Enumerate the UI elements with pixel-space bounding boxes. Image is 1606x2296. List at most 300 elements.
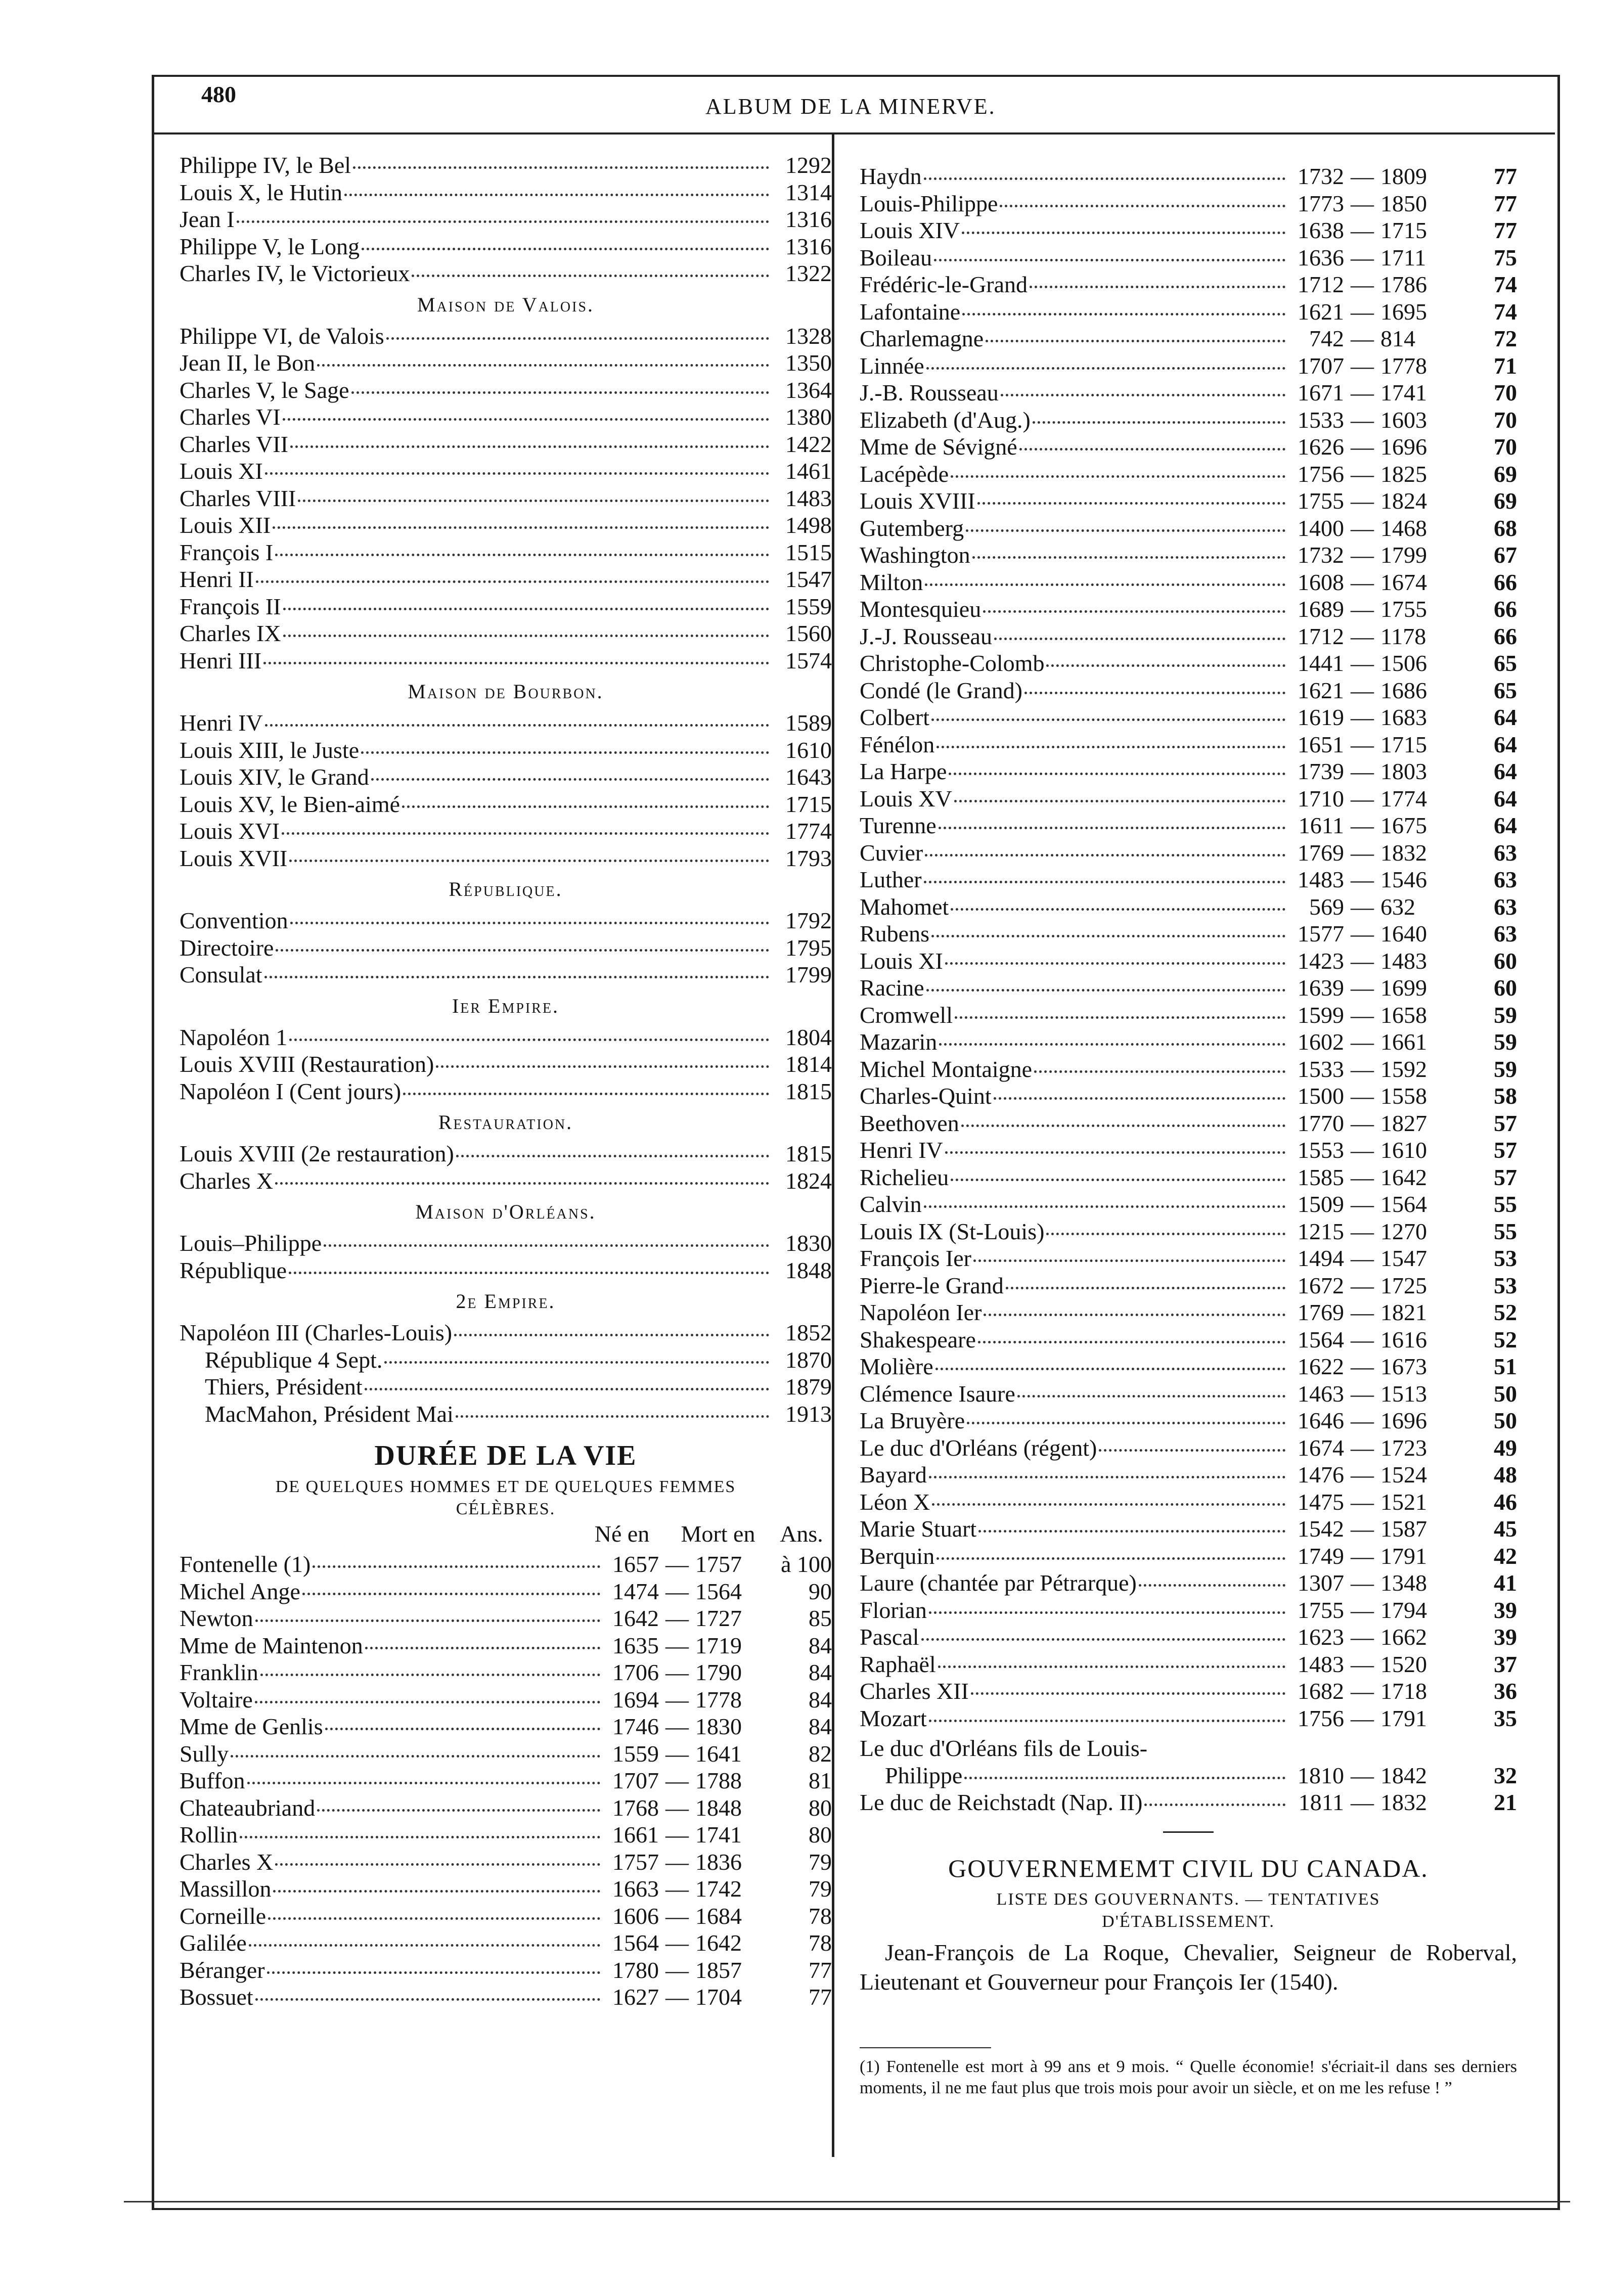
section-separator [1163,1831,1214,1833]
age-years: 70 [1494,407,1517,433]
person-name: Rollin [180,1822,238,1848]
dash: — [1351,461,1374,487]
age-years: 77 [1494,163,1517,189]
lifespan-row [180,1686,832,1714]
death-year: 1513 [1380,1380,1427,1407]
birth-year: 1626 [1298,434,1344,460]
dash: — [1351,1299,1374,1325]
age-years: 36 [1494,1678,1517,1704]
death-year: 1821 [1380,1299,1427,1325]
header-rule [154,132,1555,134]
person-name: Racine [860,975,924,1001]
leader-dots [436,1065,769,1068]
sovereign-row [180,934,832,962]
birth-year: 1769 [1298,1299,1344,1325]
lifespan-row [860,785,1517,813]
dash: — [1351,515,1374,541]
leader-dots [362,248,769,250]
dash: — [665,1686,689,1713]
person-name: Pascal [860,1624,919,1650]
age-years: 63 [1494,893,1517,920]
leader-dots [255,1998,600,2001]
person-name: Michel Montaigne [860,1056,1033,1082]
sovereign-year: 1830 [785,1230,832,1256]
leader-dots [317,364,769,367]
birth-year: 1542 [1298,1516,1344,1542]
age-years: 69 [1494,488,1517,514]
sovereign-name: Napoléon I (Cent jours) [180,1078,402,1104]
dash: — [1351,1489,1374,1515]
leader-dots [402,805,769,808]
age-years: 70 [1494,380,1517,406]
person-name: Lacépède [860,461,949,487]
leader-dots [324,1244,769,1247]
age-years: 80 [809,1822,832,1848]
leader-dots [962,313,1285,316]
sovereign-row [180,260,832,287]
sovereign-year: 1852 [785,1320,832,1345]
death-year: 1348 [1380,1570,1427,1596]
leader-dots [231,1755,600,1758]
dash: — [1351,1326,1374,1353]
dash: — [1351,1597,1374,1623]
lifespan-row [860,1407,1517,1434]
person-name: Charles XII [860,1678,969,1704]
dash: — [1351,1354,1374,1379]
leader-dots [994,1097,1285,1100]
age-years: 59 [1494,1002,1517,1028]
leader-dots [967,1422,1285,1424]
person-name: Fontenelle (1) [180,1551,311,1577]
age-years: 59 [1494,1029,1517,1055]
leader-dots [966,529,1285,532]
leader-dots [1099,1449,1285,1452]
death-year: 1715 [1380,731,1427,757]
dash: — [1351,975,1374,1001]
age-years: 64 [1494,758,1517,784]
dash: — [1351,1543,1374,1569]
person-name: Clémence Isaure [860,1380,1015,1407]
age-years: 57 [1494,1164,1517,1190]
lifespan-row [860,461,1517,488]
leader-dots [1000,205,1285,207]
death-year: 1786 [1380,272,1427,297]
sovereign-name: Charles IX [180,620,281,646]
birth-year: 1602 [1298,1029,1344,1055]
death-year: 1727 [695,1605,742,1631]
sovereign-row [180,1140,832,1167]
lifespan-row [860,1543,1517,1570]
person-name: Léon X [860,1489,930,1515]
death-year: 1832 [1380,839,1427,866]
sovereign-row [180,323,832,350]
lifespan-row [860,379,1517,407]
birth-year: 1533 [1298,1056,1344,1082]
leader-dots [237,220,769,223]
lifespan-row [860,650,1517,677]
section-heading: 2e Empire. [456,1290,556,1313]
age-years: 45 [1494,1516,1517,1542]
sovereign-name: Charles X [180,1167,274,1194]
lifespan-row [180,1849,832,1876]
age-years: 70 [1494,434,1517,460]
death-year: 1794 [1380,1597,1427,1623]
lifespan-row [860,1028,1517,1056]
death-year: 1673 [1380,1354,1427,1379]
lifespan-row [860,487,1517,515]
birth-year: 1712 [1298,623,1344,649]
dash: — [1351,758,1374,784]
age-years: 55 [1494,1218,1517,1244]
death-year: 1725 [1380,1272,1427,1298]
leader-dots [954,800,1285,802]
leader-dots [276,949,769,952]
leader-dots [973,1259,1285,1262]
sovereign-year: 1316 [785,206,832,232]
person-name: Napoléon Ier [860,1299,982,1325]
leader-dots [1024,692,1285,694]
dash: — [1351,1380,1374,1407]
age-years: 52 [1494,1326,1517,1353]
lifespan-row [860,839,1517,867]
death-year: 1757 [695,1551,742,1577]
sovereign-row [180,818,832,845]
death-year: 1799 [1380,542,1427,568]
birth-year: 1564 [612,1930,659,1956]
sovereign-year: 1804 [785,1024,832,1050]
lifespan-row [860,1597,1517,1624]
dash: — [665,1578,689,1604]
age-years: 90 [809,1578,832,1604]
death-year: 1778 [695,1686,742,1713]
lifespan-column-headers [180,1520,832,1551]
birth-year: 1559 [612,1740,659,1767]
leader-dots [289,1039,769,1041]
leader-dots [978,1530,1285,1533]
sovereign-year: 1380 [785,404,832,430]
birth-year: 1533 [1298,407,1344,433]
leader-dots [263,662,769,664]
leader-dots [386,337,769,340]
dash: — [665,1605,689,1631]
age-years: 66 [1494,623,1517,649]
leader-dots [273,1890,600,1893]
death-year: 1674 [1380,569,1427,595]
lifespan-row [860,163,1517,190]
sovereign-year: 1879 [785,1374,832,1400]
dash: — [1351,1434,1374,1461]
leader-dots [971,1692,1285,1695]
person-name: Buffon [180,1768,245,1793]
age-years: 50 [1494,1408,1517,1433]
death-year: 1675 [1380,813,1427,838]
person-name: Shakespeare [860,1326,976,1353]
age-years: 72 [1494,326,1517,351]
running-title: ALBUM DE LA MINERVE. [705,94,996,119]
dash: — [1351,1678,1374,1704]
person-name: Milton [860,569,923,595]
leader-dots [1046,664,1285,667]
sovereign-name: Charles VI [180,404,281,430]
lifespan-row [860,433,1517,461]
birth-year: 1483 [1298,1651,1344,1677]
person-name: Franklin [180,1659,258,1685]
birth-year: 1619 [1298,704,1344,730]
birth-year: 1474 [612,1578,659,1604]
death-year: 1616 [1380,1326,1427,1353]
sovereign-name: Louis–Philippe [180,1230,322,1256]
birth-year: 1475 [1298,1489,1344,1515]
sovereign-year: 1515 [785,539,832,565]
birth-year: 1746 [612,1714,659,1739]
dash: — [665,1740,689,1767]
leader-dots [317,1809,600,1812]
dash: — [1351,704,1374,730]
sovereign-row [180,1319,832,1346]
sovereign-name: Jean I [180,206,235,232]
death-year: 1558 [1380,1083,1427,1109]
age-years: 60 [1494,975,1517,1001]
dash: — [1351,1272,1374,1298]
age-years: 80 [809,1794,832,1821]
dash: — [1351,298,1374,325]
leader-dots [290,922,769,924]
lifespan-row [180,1875,832,1903]
leader-dots [264,976,769,978]
birth-year: 1215 [1298,1218,1344,1244]
leader-dots [268,1917,600,1920]
birth-year: 1635 [612,1632,659,1658]
person-name: Washington [860,542,970,568]
leader-dots [961,1124,1285,1127]
age-years: 74 [1494,272,1517,297]
lifespan-row [860,407,1517,434]
lifespan-row [860,704,1517,731]
death-year: 1788 [695,1768,742,1793]
lifespan-row [180,1578,832,1605]
col-born-header: Né en [594,1521,650,1547]
sovereign-name: Louis XVIII (2e restauration) [180,1141,454,1166]
sovereign-year: 1824 [785,1167,832,1194]
sovereign-name: République 4 Sept. [205,1346,383,1373]
leader-dots [256,580,769,583]
birth-year: 1672 [1298,1272,1344,1298]
age-years: 74 [1494,298,1517,325]
person-name: Galilée [180,1930,247,1956]
page-number: 480 [201,81,236,107]
person-name: Berquin [860,1543,935,1569]
death-year: 1524 [1380,1462,1427,1488]
sovereign-row [180,620,832,647]
death-year: 1791 [1380,1705,1427,1731]
sovereign-name: Charles IV, le Victorieux [180,260,410,286]
age-years: 46 [1494,1489,1517,1515]
person-name: François Ier [860,1245,971,1271]
sovereign-name: Charles V, le Sage [180,377,349,403]
lifespan-row [860,569,1517,596]
sovereign-name: Philippe VI, de Valois [180,323,384,349]
lifespan-row [180,1632,832,1659]
age-years: 75 [1494,244,1517,271]
person-name: Mme de Sévigné [860,434,1017,460]
person-name: J.-B. Rousseau [860,380,999,406]
dash: — [665,1930,689,1956]
lifespan-row [180,1794,832,1822]
death-year: 1719 [695,1632,742,1658]
age-years: 57 [1494,1137,1517,1163]
leader-dots [935,1368,1285,1370]
death-year: 1755 [1380,596,1427,622]
leader-dots [265,724,769,727]
sovereign-row [180,458,832,485]
birth-year: 1674 [1298,1434,1344,1461]
age-years: 57 [1494,1110,1517,1136]
birth-year: 1756 [1298,461,1344,487]
sovereign-row [180,907,832,934]
dash: — [665,1714,689,1739]
leader-dots [936,1557,1285,1560]
age-years: 84 [809,1686,832,1713]
person-name: Louis XVIII [860,488,975,514]
dash: — [1351,217,1374,243]
leader-dots [302,1593,600,1595]
leader-dots [275,554,769,556]
leader-dots [365,1388,769,1390]
person-name: Michel Ange [180,1578,300,1604]
lifespan-row [860,1515,1517,1543]
leader-dots [371,778,769,781]
leader-dots [924,881,1285,883]
sovereign-year: 1610 [785,737,832,763]
sovereign-row [180,206,832,233]
leader-dots [931,935,1285,937]
sovereign-name: Directoire [180,934,274,961]
left-column [180,152,832,2011]
leader-dots [344,194,769,196]
person-name: Henri IV [860,1137,943,1163]
duree-subtitle-2: CÉLÈBRES. [456,1500,556,1518]
death-year: 1587 [1380,1516,1427,1542]
sovereign-row [180,845,832,872]
person-name: Richelieu [860,1164,949,1190]
age-years: 51 [1494,1354,1517,1379]
col-died-header: Mort en [681,1521,755,1547]
leader-dots [456,1155,769,1157]
sovereign-name: Convention [180,908,288,933]
age-years: 79 [809,1849,832,1875]
dash: — [1351,623,1374,649]
lifespan-row [860,1218,1517,1245]
person-name: Condé (le Grand) [860,677,1022,703]
person-name: Gutemberg [860,515,964,541]
age-years: 81 [809,1768,832,1793]
person-name: Haydn [860,163,922,189]
lifespan-row [860,1678,1517,1705]
person-name: Calvin [860,1191,922,1217]
person-name: Elizabeth (d'Aug.) [860,407,1031,433]
dash: — [1351,1462,1374,1488]
age-years: 63 [1494,839,1517,866]
birth-year: 1663 [612,1876,659,1902]
leader-dots [924,177,1285,180]
sovereign-row [180,512,832,539]
leader-dots [361,751,769,754]
dash: — [1351,163,1374,189]
age-years: 77 [809,1957,832,1983]
reichstadt-row: Le duc de Reichstadt (Nap. II) 1811 — 1832 21 [860,1789,1517,1815]
dash: — [1351,677,1374,703]
person-name: Frédéric-le-Grand [860,272,1028,297]
dash: — [1351,542,1374,568]
person-name: Molière [860,1354,933,1379]
lifespan-row [180,1821,832,1849]
death-year: 1641 [695,1740,742,1767]
lifespan-row [180,1551,832,1578]
leader-dots [1006,1287,1285,1289]
lifespan-row [860,1624,1517,1651]
death-year: 1661 [1380,1029,1427,1055]
leader-dots [1030,286,1285,288]
dash: — [665,1903,689,1929]
dash: — [1351,1002,1374,1028]
age-years: 48 [1494,1462,1517,1488]
leader-dots [932,1503,1285,1506]
sovereign-year: 1559 [785,593,832,619]
canada-subtitle-2: D'ÉTABLISSEMENT. [1102,1912,1275,1931]
birth-year: 1627 [612,1984,659,2010]
birth-year: 1682 [1298,1678,1344,1704]
leader-dots [351,391,769,394]
birth-year: 1651 [1298,731,1344,757]
sovereign-row [180,1024,832,1051]
age-years: 64 [1494,785,1517,812]
person-name: Bayard [860,1462,927,1488]
death-year: 1848 [695,1794,742,1821]
sovereign-year: 1574 [785,647,832,673]
leader-dots [456,1415,769,1418]
age-years: 39 [1494,1597,1517,1623]
dash: — [665,1794,689,1821]
dash: — [1351,434,1374,460]
birth-year: 1707 [1298,352,1344,379]
leader-dots [267,1971,600,1974]
death-year: 1270 [1380,1218,1427,1244]
birth-year: 1710 [1298,785,1344,812]
leader-dots [1033,421,1285,424]
leader-dots [1034,1070,1285,1073]
leader-dots [938,1665,1285,1668]
leader-dots [1019,448,1285,451]
sovereign-year: 1364 [785,377,832,403]
dash: — [1351,1164,1374,1190]
person-name: Louis XI [860,948,943,974]
person-name: Christophe-Colomb [860,650,1045,676]
lifespan-row [860,1272,1517,1299]
person-name: Luther [860,867,922,892]
lifespan-row [860,1191,1517,1218]
birth-year: 1755 [1298,488,1344,514]
death-year: 1640 [1380,921,1427,947]
death-year: 1824 [1380,488,1427,514]
age-years: 52 [1494,1299,1517,1325]
birth-year: 742 [1309,326,1344,351]
sovereign-year: 1793 [785,845,832,871]
birth-year: 1757 [612,1849,659,1875]
person-name: Charles X [180,1849,274,1875]
leader-dots [977,502,1285,505]
birth-year: 1712 [1298,272,1344,297]
sovereign-year: 1815 [785,1141,832,1166]
